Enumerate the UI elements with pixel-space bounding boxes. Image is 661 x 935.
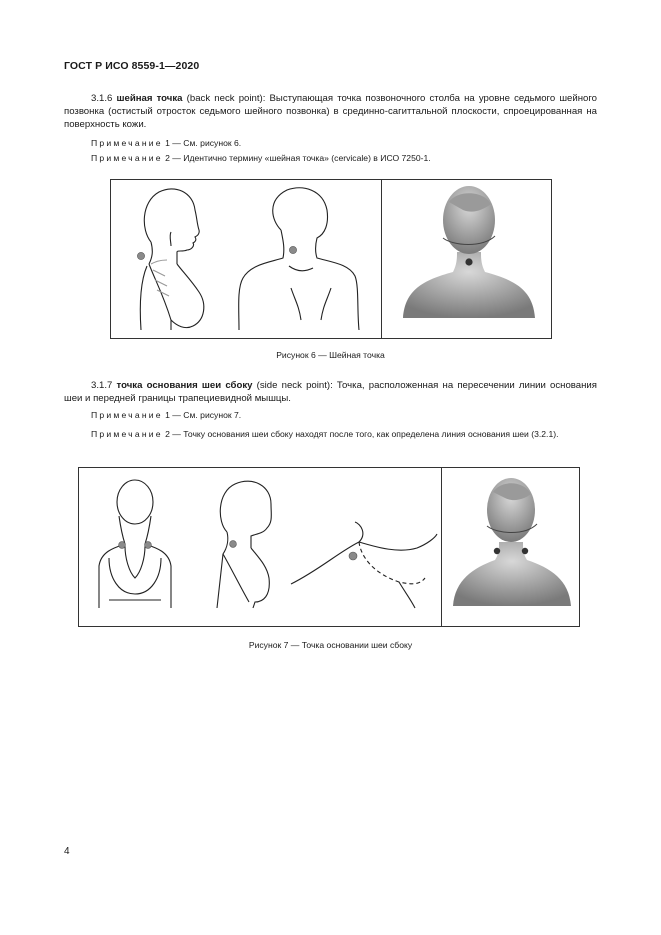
document-header: ГОСТ Р ИСО 8559-1—2020 xyxy=(64,60,200,72)
note-2-3-1-6 xyxy=(64,152,597,164)
side-view-illustration xyxy=(197,468,277,626)
side-neck-point-marker xyxy=(522,548,528,554)
page-number: 4 xyxy=(64,846,70,857)
side-neck-point-marker xyxy=(145,542,152,549)
section-number: 3.1.6 xyxy=(91,93,113,104)
back-neck-point-marker xyxy=(289,246,296,253)
back-neck-point-marker xyxy=(465,258,472,265)
note-label: Примечание xyxy=(91,153,163,163)
term: точка основания шеи сбоку xyxy=(116,380,253,391)
back-view-illustration xyxy=(231,180,381,338)
side-neck-point-marker xyxy=(119,542,126,549)
3d-render-back-view xyxy=(383,180,551,338)
definition-text: (side neck point): Точка, расположенная на пересечении линии основания шеи и передней границы трапециевидной мышцы. xyxy=(64,380,597,405)
note-label: Примечание xyxy=(91,429,163,439)
note-text: 2 — Точку основания шеи сбоку находят после того, как определена линия основания шеи (3.2.1). xyxy=(165,429,559,439)
note-text: 1 — См. рисунок 6. xyxy=(165,138,242,148)
figure-divider xyxy=(441,468,442,626)
neck-base-detail-illustration xyxy=(289,508,439,618)
definition-text: (back neck point): Выступающая точка позвоночного столба на уровне седьмого шейного позвонка (остистый отросток седьмого шейного позвонка) в срединно-сагиттальной плоскости, спроецированная на поверхность кожи. xyxy=(64,93,597,131)
note-1-3-1-6 xyxy=(64,137,597,149)
front-view-illustration xyxy=(89,468,189,626)
figure-6-frame xyxy=(110,179,552,339)
note-1-3-1-7 xyxy=(64,409,597,421)
figure-divider xyxy=(381,180,382,338)
figure-7-frame xyxy=(78,467,580,627)
section-number: 3.1.7 xyxy=(91,380,113,391)
3d-render-back-view xyxy=(443,468,579,626)
figure-6-caption: Рисунок 6 — Шейная точка xyxy=(276,350,385,360)
definition-paragraph-3-1-7 xyxy=(64,379,597,405)
side-neck-point-marker xyxy=(494,548,500,554)
side-neck-point-marker xyxy=(230,541,237,548)
figure-7-caption: Рисунок 7 — Точка основании шеи сбоку xyxy=(248,640,413,650)
note-text: 2 — Идентично термину «шейная точка» (cervicale) в ИСО 7250-1. xyxy=(165,153,431,163)
note-label: Примечание xyxy=(91,410,163,420)
term: шейная точка xyxy=(116,93,183,104)
side-profile-illustration xyxy=(111,180,221,338)
note-2-3-1-7 xyxy=(64,428,597,440)
note-text: 1 — См. рисунок 7. xyxy=(165,410,242,420)
note-label: Примечание xyxy=(91,138,163,148)
side-neck-point-marker xyxy=(349,552,357,560)
definition-paragraph-3-1-6 xyxy=(64,92,597,132)
back-neck-point-marker xyxy=(137,252,144,259)
